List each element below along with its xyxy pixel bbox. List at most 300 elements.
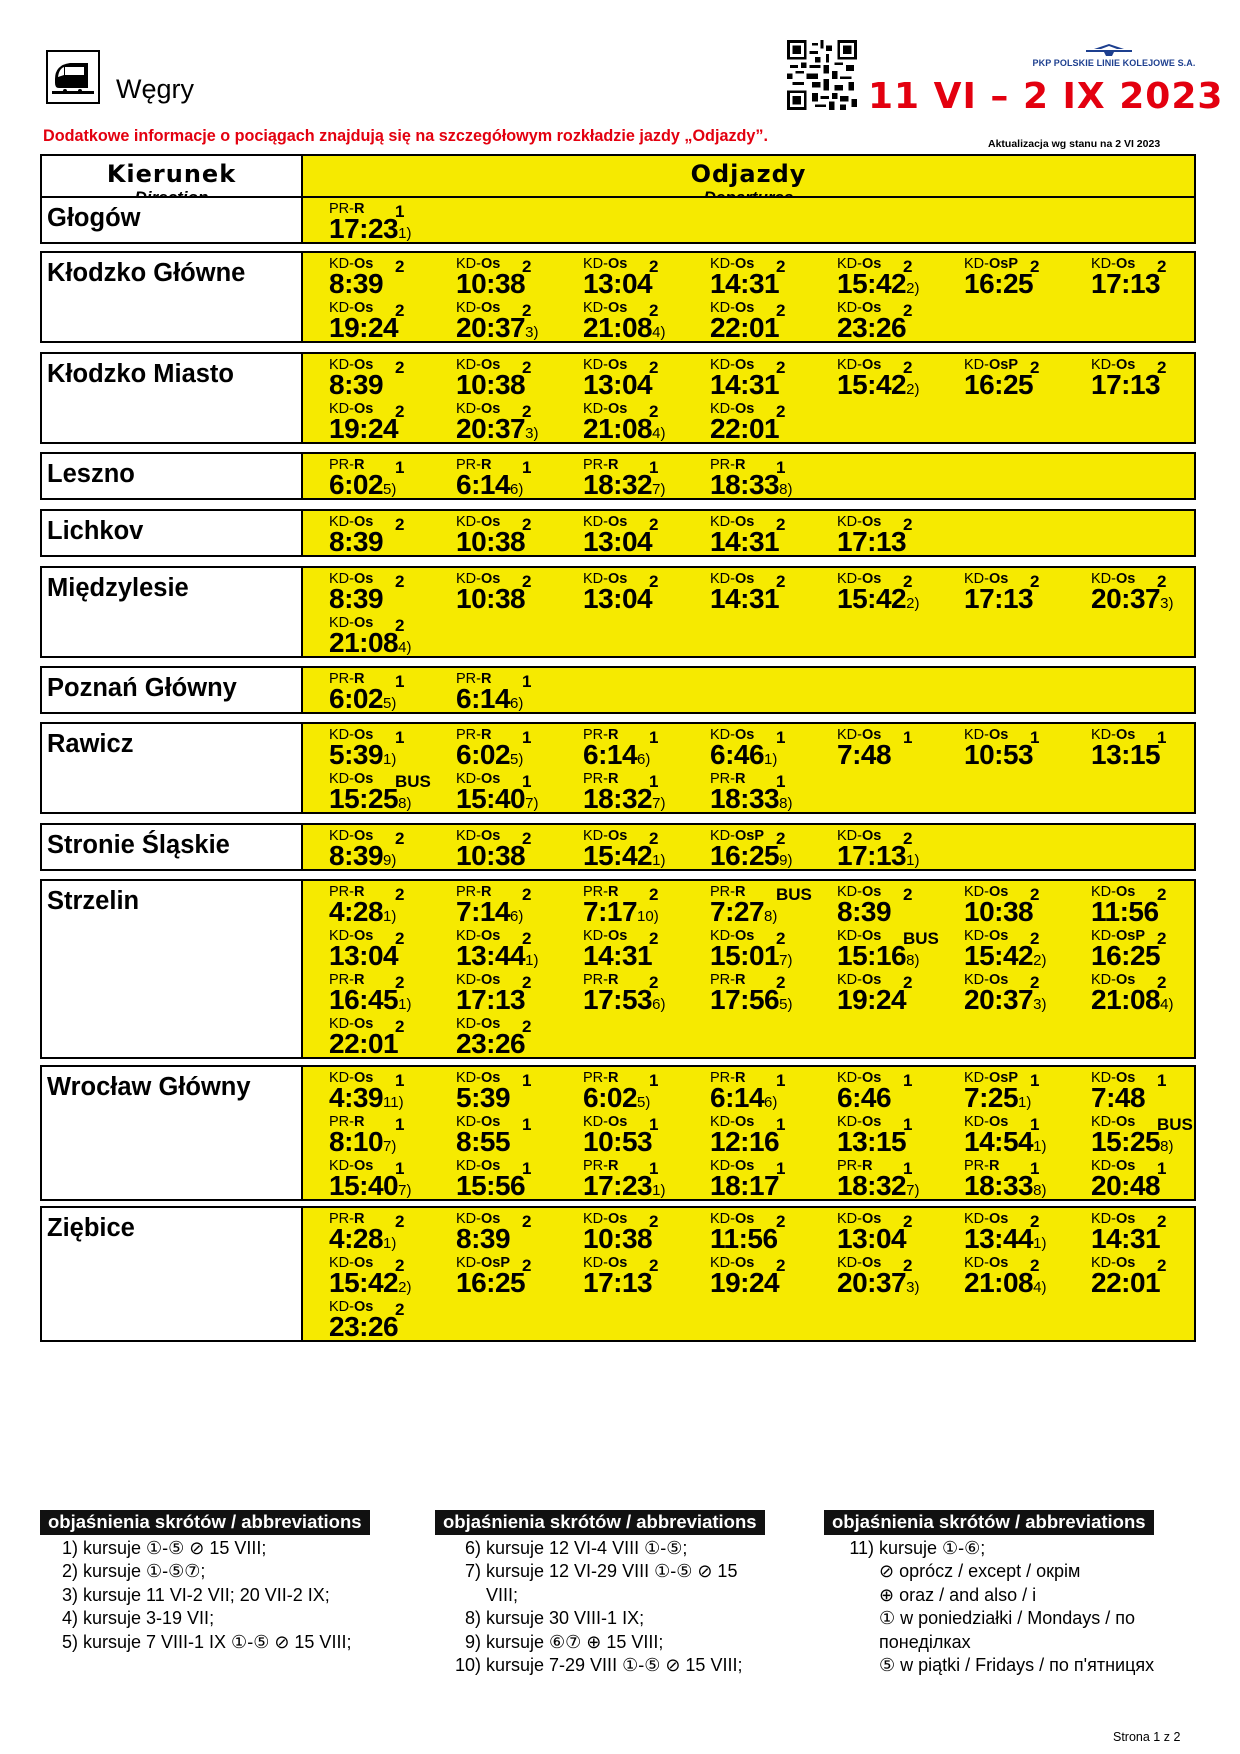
departure-item	[561, 881, 689, 929]
departure-time	[583, 896, 659, 928]
departures-cell	[301, 196, 1196, 244]
departure-item	[815, 881, 943, 929]
legend-item	[435, 1654, 765, 1677]
footnote-ref: 9)	[383, 852, 397, 869]
train-class: 1	[649, 772, 659, 791]
departure-item	[942, 253, 1070, 301]
table-row	[40, 666, 1196, 714]
departure-time	[329, 268, 383, 300]
train-class: 2	[776, 1212, 786, 1231]
train-category: KD-Os	[329, 256, 374, 272]
footnote-ref: 1)	[652, 852, 666, 869]
time-value: 18:32	[837, 1170, 907, 1201]
departure-item	[942, 354, 1070, 402]
departure-time	[710, 783, 792, 815]
train-class: 2	[649, 515, 659, 534]
train-class: 2	[776, 402, 786, 421]
time-value: 20:37	[837, 1267, 907, 1298]
train-class: 2	[395, 402, 405, 421]
train-class: 2	[649, 829, 659, 848]
time-value: 15:42	[329, 1267, 399, 1298]
train-class: 2	[1157, 929, 1167, 948]
departure-item	[434, 354, 562, 402]
legend-number: 9)	[464, 1631, 481, 1652]
departure-time	[583, 1126, 652, 1158]
legend-number: 11)	[849, 1538, 874, 1558]
departure-item	[942, 881, 1070, 929]
departure-item	[815, 825, 943, 873]
time-value: 14:31	[710, 268, 780, 299]
departure-time	[710, 739, 777, 771]
departure-item	[561, 969, 689, 1017]
train-class: 2	[776, 973, 786, 992]
departures-cell	[301, 823, 1196, 871]
time-value: 10:38	[964, 896, 1034, 927]
time-value: 15:42	[837, 583, 907, 614]
train-class: 2	[903, 1256, 913, 1275]
departure-item	[815, 253, 943, 301]
footnote-ref: 1)	[383, 751, 397, 768]
departure-time	[964, 1082, 1031, 1114]
train-class: 1	[395, 458, 405, 477]
footnote-ref: 3)	[525, 324, 539, 341]
departure-item	[307, 768, 435, 816]
departure-time	[710, 940, 792, 972]
departure-time	[329, 683, 396, 715]
departure-time	[583, 1223, 652, 1255]
departure-time	[837, 896, 891, 928]
departure-item	[1069, 1208, 1197, 1256]
departure-time	[329, 413, 398, 445]
time-value: 18:17	[710, 1170, 780, 1201]
departure-time	[837, 369, 919, 401]
time-value: 19:24	[710, 1267, 780, 1298]
departure-time	[1091, 896, 1159, 928]
train-class: 1	[1157, 1071, 1167, 1090]
time-value: 8:55	[456, 1126, 511, 1157]
footnote-ref: 5)	[383, 695, 397, 712]
departure-time	[329, 1170, 411, 1202]
legend-list	[435, 1537, 765, 1677]
train-category: KD-Os	[329, 1016, 374, 1032]
train-class: 2	[522, 1212, 532, 1231]
train-class: 2	[522, 1256, 532, 1275]
departure-item	[688, 253, 816, 301]
time-value: 14:31	[1091, 1223, 1161, 1254]
departure-item	[688, 768, 816, 816]
departures-title: Odjazdy	[690, 160, 807, 188]
train-class: 2	[776, 358, 786, 377]
time-value: 17:13	[1091, 369, 1161, 400]
departure-item	[434, 881, 562, 929]
train-category: KD-Os	[456, 1016, 501, 1032]
train-class: 2	[903, 829, 913, 848]
time-value: 13:04	[329, 940, 399, 971]
train-category: KD-Os	[583, 928, 628, 944]
departure-item	[434, 454, 562, 502]
footnote-ref: 4)	[1033, 1279, 1047, 1296]
departure-item	[434, 297, 562, 345]
page-number: Strona 1 z 2	[1113, 1730, 1181, 1744]
departure-time	[456, 1223, 510, 1255]
time-value: 15:42	[837, 268, 907, 299]
legend-item	[435, 1607, 765, 1630]
time-value: 17:23	[329, 213, 399, 244]
departure-time	[329, 526, 383, 558]
train-category: KD-Os	[456, 256, 501, 272]
train-category: KD-OsP	[1091, 928, 1145, 944]
departure-time	[837, 739, 891, 771]
station-name: Węgry	[116, 74, 195, 104]
table-row	[40, 196, 1196, 244]
train-category: KD-Os	[964, 928, 1009, 944]
train-category: KD-Os	[329, 615, 374, 631]
time-value: 15:42	[837, 369, 907, 400]
train-category: PR-R	[837, 1158, 873, 1174]
departure-item	[815, 511, 943, 559]
train-category: PR-R	[456, 884, 492, 900]
footnote-ref: 6)	[510, 695, 524, 712]
direction-name: Rawicz	[40, 722, 303, 814]
departure-time	[329, 627, 411, 659]
train-category: PR-R	[329, 972, 365, 988]
train-class: 2	[903, 572, 913, 591]
departure-time	[1091, 940, 1160, 972]
time-value: 6:14	[456, 469, 511, 500]
legend-item	[435, 1537, 765, 1560]
departure-item	[1069, 925, 1197, 973]
departure-item	[561, 511, 689, 559]
departure-time	[964, 984, 1046, 1016]
departure-time	[710, 1170, 779, 1202]
departure-item	[688, 1067, 816, 1115]
legend-list	[40, 1537, 370, 1654]
time-value: 6:46	[710, 739, 765, 770]
train-class: 1	[395, 1071, 405, 1090]
train-category: KD-Os	[964, 972, 1009, 988]
train-class: 2	[776, 929, 786, 948]
departure-item	[307, 511, 435, 559]
departure-time	[964, 1126, 1046, 1158]
departure-time	[456, 1082, 510, 1114]
departure-time	[329, 213, 411, 245]
departure-item	[561, 454, 689, 502]
departure-item	[434, 1111, 562, 1159]
train-category: KD-Os	[456, 1211, 501, 1227]
departure-item	[307, 1296, 435, 1344]
train-class: 1	[395, 672, 405, 691]
footnote-ref: 2)	[906, 595, 920, 612]
time-value: 14:31	[583, 940, 653, 971]
train-class: 1	[776, 1159, 786, 1178]
departure-time	[583, 1082, 650, 1114]
departure-item	[561, 1252, 689, 1300]
train-class: 1	[1030, 1159, 1040, 1178]
departure-item	[561, 253, 689, 301]
departure-time	[837, 1223, 906, 1255]
train-class: 2	[395, 257, 405, 276]
train-category: KD-Os	[1091, 1255, 1136, 1271]
train-category: KD-Os	[837, 1114, 882, 1130]
train-class: 2	[903, 885, 913, 904]
legend-item	[40, 1560, 370, 1583]
departure-item	[1069, 568, 1197, 616]
footnote-ref: 5)	[779, 996, 793, 1013]
train-class: 1	[903, 728, 913, 747]
train-category: KD-OsP	[964, 256, 1018, 272]
time-value: 7:25	[964, 1082, 1019, 1113]
departure-item	[561, 354, 689, 402]
legend-number: 3)	[61, 1584, 78, 1605]
train-category: KD-Os	[964, 571, 1009, 587]
train-category: PR-R	[329, 201, 365, 217]
departure-time	[837, 984, 906, 1016]
time-value: 23:26	[329, 1311, 399, 1342]
footnote-ref: 9)	[779, 852, 793, 869]
departure-time	[583, 840, 665, 872]
footnote-ref: 10)	[637, 908, 659, 925]
legend-item	[824, 1631, 1154, 1654]
legend-item	[40, 1537, 370, 1560]
train-class: 1	[776, 772, 786, 791]
time-value: 18:32	[583, 783, 653, 814]
departure-item	[307, 1067, 435, 1115]
train-category: KD-Os	[329, 1299, 374, 1315]
train-category: KD-Os	[329, 1255, 374, 1271]
footnote-ref: 7)	[652, 795, 666, 812]
footnote-ref: 3)	[906, 1279, 920, 1296]
train-category: KD-OsP	[710, 828, 764, 844]
departure-item	[688, 1155, 816, 1203]
train-category: KD-Os	[837, 571, 882, 587]
legend-item	[40, 1607, 370, 1630]
train-category: KD-Os	[329, 571, 374, 587]
train-category: KD-Os	[1091, 972, 1136, 988]
time-value: 10:38	[456, 526, 526, 557]
time-value: 14:31	[710, 583, 780, 614]
train-category: KD-Os	[710, 357, 755, 373]
departure-item	[815, 969, 943, 1017]
direction-name: Kłodzko Miasto	[40, 352, 303, 444]
train-category: KD-OsP	[964, 1070, 1018, 1086]
time-value: 23:26	[837, 312, 907, 343]
departure-item	[815, 1067, 943, 1115]
departure-time	[1091, 739, 1160, 771]
legend-column-2	[435, 1510, 765, 1677]
train-category: KD-Os	[329, 771, 374, 787]
train-category: PR-R	[456, 727, 492, 743]
legend-text: kursuje 11 VI-2 VII; 20 VII-2 IX;	[78, 1584, 330, 1605]
departure-item	[307, 668, 435, 716]
train-class: 1	[522, 672, 532, 691]
time-value: 6:14	[456, 683, 511, 714]
legend-item	[824, 1607, 1154, 1630]
footnote-ref: 7)	[906, 1182, 920, 1199]
departure-item	[688, 1208, 816, 1256]
train-class: 2	[395, 301, 405, 320]
departure-time	[456, 683, 523, 715]
time-value: 15:56	[456, 1170, 526, 1201]
departure-item	[942, 1252, 1070, 1300]
departure-item	[1069, 881, 1197, 929]
departure-time	[456, 1126, 510, 1158]
departure-item	[434, 253, 562, 301]
train-class: 2	[776, 257, 786, 276]
legend-list	[824, 1537, 1154, 1677]
train-category: KD-Os	[710, 571, 755, 587]
train-category: KD-Os	[710, 514, 755, 530]
time-value: 6:46	[837, 1082, 892, 1113]
legend-heading: objaśnienia skrótów / abbreviations	[435, 1510, 765, 1535]
departure-item	[1069, 1111, 1197, 1159]
time-value: 7:48	[1091, 1082, 1146, 1113]
departure-item	[942, 969, 1070, 1017]
direction-name: Kłodzko Główne	[40, 251, 303, 343]
departure-time	[456, 469, 523, 501]
time-value: 15:42	[964, 940, 1034, 971]
time-value: 6:14	[583, 739, 638, 770]
train-class: 1	[776, 1071, 786, 1090]
footnote-ref: 6)	[510, 908, 524, 925]
train-category: KD-Os	[710, 928, 755, 944]
footnote-ref: 2)	[398, 1279, 412, 1296]
departure-time	[837, 1126, 906, 1158]
footnote-ref: 2)	[906, 280, 920, 297]
train-category: KD-Os	[710, 1211, 755, 1227]
departure-item	[434, 1252, 562, 1300]
time-value: 17:53	[583, 984, 653, 1015]
train-category: KD-Os	[710, 727, 755, 743]
departure-item	[815, 354, 943, 402]
departure-time	[837, 940, 919, 972]
departure-time	[837, 840, 919, 872]
departure-item	[434, 1155, 562, 1203]
departure-item	[815, 1155, 943, 1203]
legend-item	[824, 1654, 1154, 1677]
time-value: 13:04	[583, 268, 653, 299]
legend-text: kursuje 30 VIII-1 IX;	[481, 1608, 645, 1629]
train-category: PR-R	[710, 1070, 746, 1086]
time-value: 22:01	[1091, 1267, 1161, 1298]
train-category: KD-Os	[583, 571, 628, 587]
train-class: 2	[395, 885, 405, 904]
time-value: 19:24	[329, 312, 399, 343]
departure-item	[815, 1208, 943, 1256]
departure-item	[434, 768, 562, 816]
departure-time	[583, 783, 665, 815]
train-class: 1	[522, 458, 532, 477]
legend-item	[40, 1584, 370, 1607]
departure-time	[837, 268, 919, 300]
train-class: 2	[522, 973, 532, 992]
departure-item	[307, 398, 435, 446]
departures-cell	[301, 452, 1196, 500]
table-row	[40, 566, 1196, 658]
departure-item	[434, 1013, 562, 1061]
train-category: KD-Os	[1091, 884, 1136, 900]
departure-item	[815, 1111, 943, 1159]
departures-cell	[301, 666, 1196, 714]
departure-time	[329, 1082, 404, 1114]
train-category: KD-Os	[964, 1255, 1009, 1271]
legend-number: 2)	[61, 1561, 78, 1582]
time-value: 21:08	[583, 413, 653, 444]
footnote-ref: 8)	[1033, 1182, 1047, 1199]
table-row	[40, 509, 1196, 557]
departure-time	[583, 312, 665, 344]
departure-time	[456, 526, 525, 558]
train-class: 2	[649, 358, 659, 377]
train-category: PR-R	[710, 771, 746, 787]
footnote-ref: 8)	[779, 481, 793, 498]
legend-text: kursuje 12 VI-29 VIII ①-⑤ ⊘ 15	[481, 1561, 738, 1582]
departures-cell	[301, 1206, 1196, 1342]
train-class: 1	[649, 1159, 659, 1178]
footnote-ref: 8)	[764, 908, 778, 925]
departure-item	[1069, 969, 1197, 1017]
departure-time	[1091, 268, 1160, 300]
legend-text: kursuje ①-⑤⑦;	[78, 1561, 206, 1582]
footnote-ref: 6)	[764, 1094, 778, 1111]
departure-time	[329, 896, 396, 928]
departure-time	[710, 312, 779, 344]
departure-time	[1091, 1170, 1160, 1202]
train-category: KD-Os	[1091, 571, 1136, 587]
train-class: 1	[649, 1071, 659, 1090]
train-category: KD-Os	[710, 1158, 755, 1174]
time-value: 10:38	[456, 268, 526, 299]
train-category: KD-Os	[1091, 1070, 1136, 1086]
time-value: 10:53	[583, 1126, 653, 1157]
time-value: 11:56	[1091, 896, 1159, 927]
time-value: 7:14	[456, 896, 511, 927]
footnote-ref: 1)	[383, 908, 397, 925]
train-class: 2	[1157, 885, 1167, 904]
footnote-ref: 5)	[510, 751, 524, 768]
departure-item	[561, 297, 689, 345]
footnote-ref: 5)	[637, 1094, 651, 1111]
train-class: 2	[1030, 1212, 1040, 1231]
train-class: 2	[903, 973, 913, 992]
time-value: 17:13	[964, 583, 1034, 614]
train-category: KD-Os	[583, 1114, 628, 1130]
departure-item	[434, 1208, 562, 1256]
departure-item	[307, 198, 435, 246]
train-category: PR-R	[329, 671, 365, 687]
train-category: PR-R	[710, 972, 746, 988]
time-value: 13:44	[964, 1223, 1034, 1254]
departure-time	[456, 413, 538, 445]
departure-item	[1069, 1252, 1197, 1300]
legend-item	[435, 1631, 765, 1654]
time-value: 7:27	[710, 896, 765, 927]
train-class: BUS	[776, 885, 812, 904]
footnote-ref: 1)	[1018, 1094, 1032, 1111]
departure-item	[1069, 724, 1197, 772]
departure-time	[710, 896, 777, 928]
train-class: 2	[1157, 1256, 1167, 1275]
train-category: KD-Os	[583, 1255, 628, 1271]
direction-name: Stronie Śląskie	[40, 823, 303, 871]
train-category: KD-Os	[583, 357, 628, 373]
direction-title: Kierunek	[106, 160, 237, 188]
departure-item	[942, 925, 1070, 973]
train-category: KD-Os	[456, 771, 501, 787]
departure-item	[434, 568, 562, 616]
train-category: KD-Os	[837, 1255, 882, 1271]
train-class: 2	[776, 572, 786, 591]
train-class: 2	[776, 301, 786, 320]
